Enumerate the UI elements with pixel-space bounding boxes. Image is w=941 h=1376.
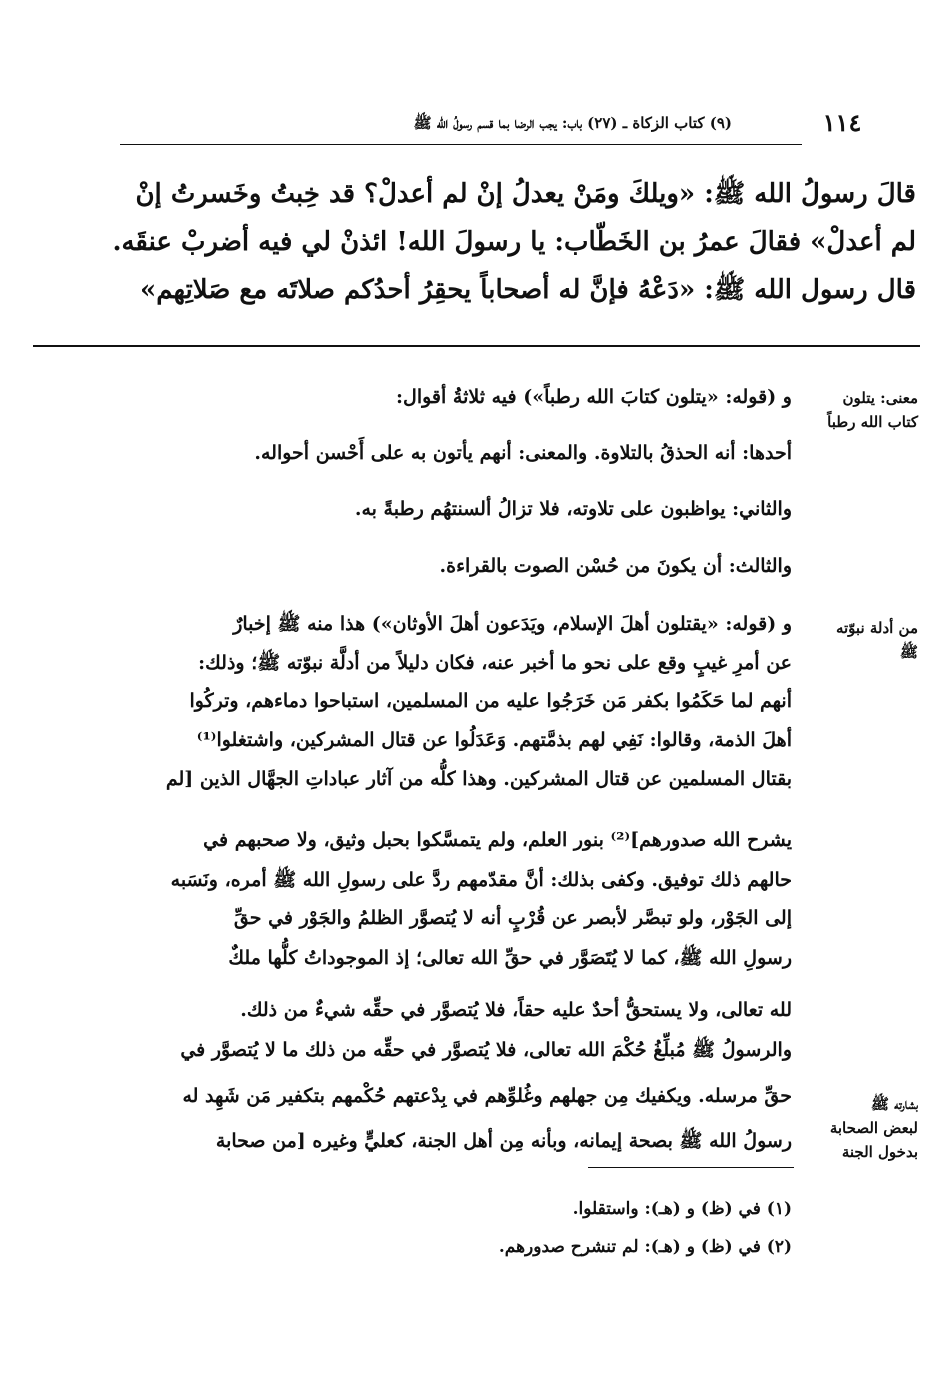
commentary-line: عن أمرِ غيبٍ وقع على نحو ما أخبر عنه، فكان دليلاً من أدلَّة نبوّته ﷺ؛ وذلك:: [198, 652, 792, 674]
commentary-line: والثالث: أن يكونَ من حُسْن الصوت بالقراءة.: [439, 555, 792, 577]
footnote-separator: [588, 1167, 794, 1168]
running-title: (٩) كتاب الزكاة ـ (٢٧) باب: يجب الرضا بما قسم رسولُ الله ﷺ: [413, 114, 732, 132]
hadith-line: قالَ رسولُ الله ﷺ: «ويلكَ ومَنْ يعدلُ إنْ لم أعدلْ؟ قد خِبتُ وخَسرتُ إنْ: [135, 179, 916, 209]
commentary-line: رسولُ الله ﷺ بصحة إيمانه، وبأنه مِن أهل الجنة، كعليٍّ وغيره [من صحابة: [215, 1130, 792, 1152]
commentary-line: حقِّ مرسله. ويكفيك مِن جهلهم وغُلوِّهم في بِدْعتهم حُكْمهم بتكفير مَن شَهِد له: [182, 1085, 792, 1107]
margin-note-line: بشارته ﷺ: [870, 1095, 918, 1113]
commentary-line: أنهم لما حَكَمُوا بكفر مَن خَرَجُوا عليه من المسلمين، استباحوا دماءهم، وتركُوا: [189, 690, 792, 712]
footnote: (٢) في (ظ) و (هـ): لم تنشرح صدورهم.: [498, 1237, 792, 1257]
margin-note-line: ﷺ: [899, 643, 918, 661]
margin-note-prophethood: [800, 616, 918, 664]
margin-note-line: كتاب الله رطباً: [827, 413, 918, 431]
margin-note-line: من أدلة نبوّته: [835, 619, 918, 637]
page-number: ١١٤: [822, 108, 862, 137]
commentary-line: بقتال المسلمين عن قتال المشركين. وهذا كلُّه من آثار عباداتِ الجهَّال الذين [لم: [165, 768, 792, 790]
margin-note-tilawa: [800, 386, 918, 434]
commentary-line: إلى الجَوْر، ولو تبصَّر لأبصر عن قُرْبٍ أنه لا يُتصوَّر الظلمُ والجَوْر في حقِّ: [233, 907, 792, 929]
commentary-line: و (قوله: «يقتلون أهلَ الإسلام، ويَدَعون أهلَ الأوثان») هذا منه ﷺ إخبارٌ: [233, 613, 792, 635]
commentary-section-1: [30, 0, 792, 1376]
commentary-line: أحدها: أنه الحذقُ بالتلاوة. والمعنى: أنهم يأتون به على أَحْسن أحواله.: [254, 442, 792, 464]
commentary-line: والرسولُ ﷺ مُبلِّغُ حُكْمَ الله تعالى، فلا يُتصوَّر في حقِّه من ذلك ما لا يُتصوَّر في: [180, 1039, 792, 1061]
footnote: (١) في (ظ) و (هـ): واستقلوا.: [572, 1199, 792, 1219]
margin-note-line: بدخول الجنة: [841, 1143, 918, 1161]
commentary-line: رسولِ الله ﷺ، كما لا يُتَصَوَّر في حقِّ الله تعالى؛ إذ الموجوداتُ كلُّها ملكٌ: [228, 947, 792, 969]
hadith-line: قال رسول الله ﷺ: «دَعْهُ فإنَّ له أصحاباً يحقِرُ أحدُكم صلاتَه مع صَلاتِهم»: [139, 275, 916, 305]
commentary-line: أهلَ الذمة، وقالوا: نَفِي لهم بذمَّتهم. وَعَدَلُوا عن قتال المشركين، واشتغلوا⁽¹⁾: [196, 729, 792, 751]
margin-note-glad-tidings: [800, 1092, 918, 1164]
footnotes: [30, 1190, 792, 1266]
commentary-line: و (قوله: «يتلون كتابَ الله رطباً») فيه ثلاثةُ أقوال:: [396, 386, 792, 408]
margin-note-line: معنى: يتلون: [842, 389, 918, 407]
commentary-line: لله تعالى، ولا يستحقُّ أحدٌ عليه حقاً، فلا يُتصوَّر في حقِّه شيءٌ من ذلك.: [240, 999, 792, 1021]
margin-note-line: لبعض الصحابة: [829, 1119, 918, 1137]
commentary-line: حالهم ذلك توفيق. وكفى بذلك: أنَّ مقدّمهم ردَّ على رسولِ الله ﷺ أمره، ونَسَبه: [170, 869, 792, 891]
commentary-line: يشرح الله صدورهم]⁽²⁾ بنور العلم، ولم يتمسَّكوا بحبل وثيق، ولا صحبهم في: [203, 829, 792, 851]
commentary-line: والثاني: يواظبون على تلاوته، فلا تزالُ ألسنتهُم رطبةً به.: [354, 498, 792, 520]
hadith-line: لم أعدلْ» فقالَ عمرُ بن الخَطّاب: يا رسولَ الله! ائذنْ لي فيه أضربْ عنقَه.: [112, 227, 916, 257]
